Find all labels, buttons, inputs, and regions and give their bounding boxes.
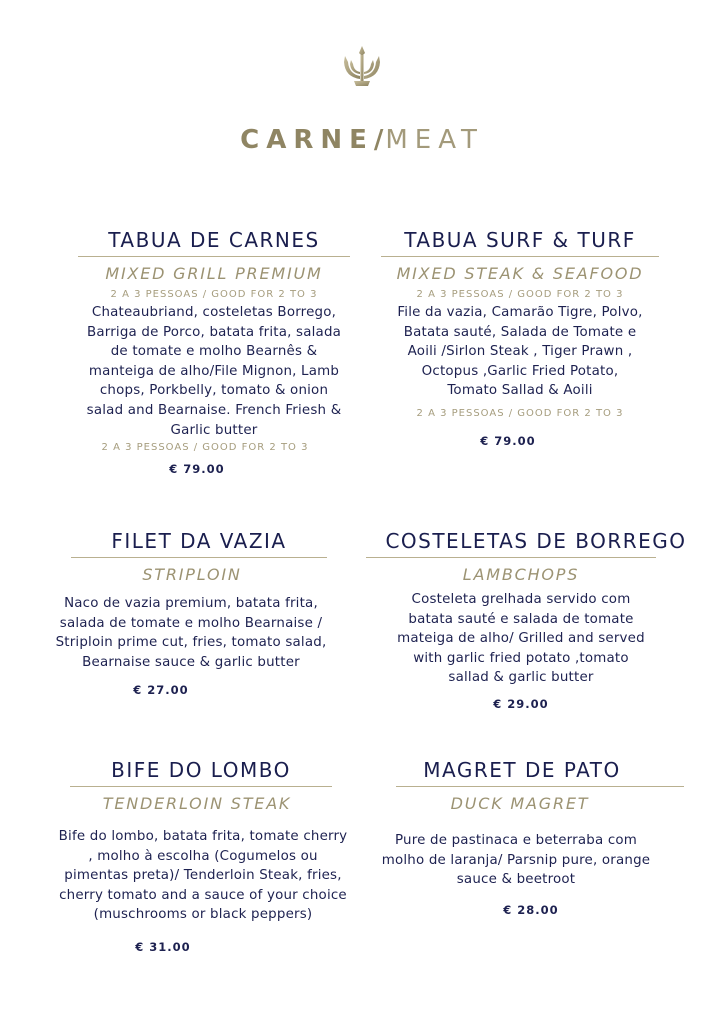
item-subtitle: MIXED STEAK & SEAFOOD — [396, 264, 644, 283]
item-price: € 31.00 — [135, 939, 191, 954]
item-subtitle: DUCK MAGRET — [450, 794, 590, 813]
item-divider — [366, 557, 656, 558]
item-title: MAGRET DE PATO — [423, 758, 621, 782]
item-price: € 27.00 — [133, 683, 189, 698]
menu-item-bife-do-lombo — [56, 757, 346, 955]
menu-item-tabua-surf-turf — [372, 227, 668, 449]
item-serving-note-top: 2 A 3 PESSOAS / GOOD FOR 2 TO 3 — [416, 289, 624, 300]
item-title: TABUA SURF & TURF — [404, 228, 636, 252]
item-subtitle: TENDERLOIN STEAK — [102, 794, 292, 813]
item-divider — [381, 256, 659, 257]
item-price: € 79.00 — [480, 433, 536, 448]
item-description: Costeleta grelhada servido com batata sauté e salada de tomate mateiga de alho/ Grilled and served with garlic fried potato ,tomato sallad & garlic butter — [397, 592, 645, 686]
item-price: € 28.00 — [503, 902, 559, 917]
item-title: BIFE DO LOMBO — [111, 758, 291, 782]
menu-item-costeletas-de-borrego — [366, 528, 706, 712]
item-price: € 29.00 — [493, 696, 549, 711]
item-serving-note-top: 2 A 3 PESSOAS / GOOD FOR 2 TO 3 — [110, 289, 318, 300]
item-title: FILET DA VAZIA — [111, 529, 287, 553]
item-subtitle: STRIPLOIN — [142, 565, 242, 584]
trident-logo-icon — [339, 44, 385, 90]
title-meat: MEAT — [385, 125, 484, 155]
item-divider — [70, 786, 332, 787]
item-description: Naco de vazia premium, batata frita, salada de tomate e molho Bearnaise / Striploin prime cut, fries, tomato salad, Bearnaise sauce & garlic butter — [55, 596, 327, 670]
menu-item-filet-da-vazia — [56, 528, 342, 698]
item-subtitle: LAMBCHOPS — [462, 565, 580, 584]
item-divider — [71, 557, 327, 558]
menu-item-tabua-de-carnes — [64, 227, 364, 477]
item-divider — [396, 786, 684, 787]
item-title: TABUA DE CARNES — [108, 228, 320, 252]
item-description: File da vazia, Camarão Tigre, Polvo, Batata sauté, Salada de Tomate e Aoili /Sirlon Steak , Tiger Prawn , Octopus ,Garlic Fried Potato, Tomato Sallad & Aoili — [397, 305, 643, 399]
page-title — [0, 125, 724, 155]
item-description: Chateaubriand, costeletas Borrego, Barriga de Porco, batata frita, salada de tomate e molho Bearnês & manteiga de alho/File Mignon, Lamb chops, Porkbelly, tomato & onion salad and Bearnaise. French Friesh & Garlic butter — [86, 305, 342, 438]
item-serving-note-bottom: 2 A 3 PESSOAS / GOOD FOR 2 TO 3 — [101, 442, 309, 454]
item-subtitle: MIXED GRILL PREMIUM — [105, 264, 323, 283]
item-serving-note-bottom: 2 A 3 PESSOAS / GOOD FOR 2 TO 3 — [416, 407, 624, 419]
title-slash: / — [373, 125, 386, 155]
title-carne: CARNE — [240, 125, 374, 155]
item-divider — [78, 256, 350, 257]
item-description: Bife do lombo, batata frita, tomate cherry , molho à escolha (Cogumelos ou pimentas preta)/ Tenderloin Steak, fries, cherry tomato and a sauce of your choice (muschrooms or black peppers) — [58, 829, 348, 923]
item-description: Pure de pastinaca e beterraba com molho de laranja/ Parsnip pure, orange sauce & beetroot — [381, 833, 651, 888]
menu-item-magret-de-pato — [381, 757, 690, 918]
item-title: COSTELETAS DE BORREGO — [385, 529, 687, 553]
item-price: € 79.00 — [169, 462, 225, 477]
